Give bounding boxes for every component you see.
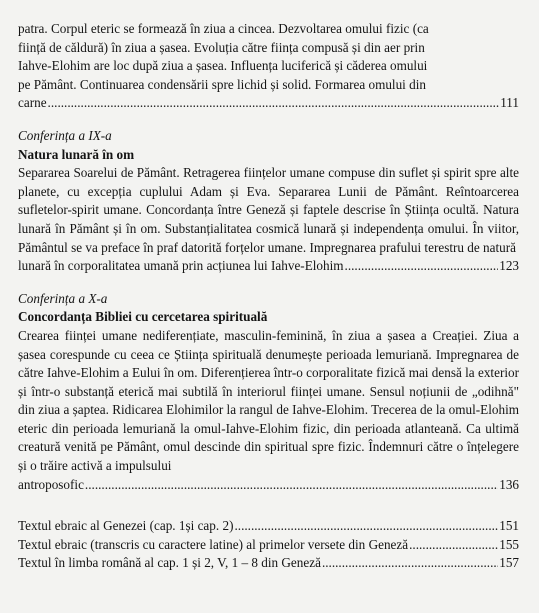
conference-10-summary: Crearea ființei umane nediferențiate, masculin-feminină, în ziua a șasea a Creației. Ziua a șasea corespunde cu ceea ce Știința spirituală denumește perioada lemuriană. Impregnarea de către Iahve-Elohim a Eului în om. Diferențierea într-o corporalitate fizică mai densă la exterior și într-o substanță eterică mai subtilă în interiorul ființei umane. Sensul noțiunii de „odihnă" din ziua a șaptea. Ridicarea Elohimilor la rangul de Iahve-Elohim. Trecerea de la omul-Elohim eteric din perioada lemuriană la omul-Iahve-Elohim fizic, din perioada atlanteană. Ca ultimă creatură venită pe Pământ, omul descinde din spiritual spre fizic. Îndemnuri către o înțelegere și o trăire activă a impulsului (18, 327, 519, 474)
appendix-list (18, 517, 519, 572)
summary-line-3: Iahve-Elohim are loc după ziua a șasea. Influența luciferică și căderea omului (18, 58, 428, 74)
conference-9-last-line: lunară în corporalitatea umană prin acțiunea lui Iahve-Elohim (18, 258, 344, 274)
page-number: 157 (499, 555, 519, 571)
dot-leader (322, 554, 498, 572)
conference-9-label: Conferința a IX-a (18, 127, 112, 143)
conference-9-summary: Separarea Soarelui de Pământ. Retragerea ființelor umane compuse din suflet și spirit spre alte planete, cu excepția cuplului Adam și Eva. Separarea Lunii de Pământ. Reîntoarcerea sufletelor-spirit umane. Concordanța între Geneză și faptele descrise în Știința ocultă. Natura lunară în Pământ și în om. Substanțialitatea cosmică lunară și independența omului. În viitor, Pământul se va preface în praf datorită forțelor umane. Impregnarea prafului terestru de natură (18, 165, 519, 255)
appendix-entry (18, 536, 519, 554)
page-number: 151 (499, 518, 519, 534)
page-number: 136 (499, 476, 519, 492)
dot-leader (345, 257, 499, 276)
appendix-entry (18, 517, 519, 535)
page-number: 123 (499, 258, 519, 274)
conference-10-last-line: antroposofic (18, 476, 84, 492)
summary-line-1: patra. Corpul eteric se formează în ziua a cincea. Dezvoltarea omului fizic (ca (18, 21, 429, 36)
appendix-entry-title: Textul ebraic (transcris cu caractere latine) al primelor versete din Geneză (18, 536, 409, 552)
dot-leader (234, 517, 498, 535)
summary-line-2: ființă de căldură) în ziua a șasea. Evoluția către ființa compusă și din aer prin (18, 39, 425, 55)
toc-entry-line (18, 257, 519, 276)
conference-10-label: Conferința a X-a (18, 290, 108, 306)
toc-entry-line (18, 476, 519, 495)
conference-9-title: Natura lunară în om (18, 146, 135, 162)
appendix-entry (18, 554, 519, 572)
page-number: 111 (500, 95, 519, 111)
dot-leader (409, 536, 498, 554)
previous-chapter-summary (18, 20, 519, 113)
dot-leader (85, 476, 498, 495)
conference-10-title: Concordanța Bibliei cu cercetarea spirituală (18, 309, 268, 325)
toc-entry-line (18, 94, 519, 113)
appendix-entry-title: Textul în limba română al cap. 1 și 2, V, 1 – 8 din Geneză (18, 555, 321, 571)
summary-last-line: carne (18, 95, 47, 111)
dot-leader (48, 94, 500, 113)
summary-line-4: pe Pământ. Continuarea condensării spre lichid și solid. Formarea omului din (18, 76, 426, 92)
appendix-entry-title: Textul ebraic al Genezei (cap. 1și cap. 2) (18, 518, 234, 534)
page-number: 155 (499, 536, 519, 552)
